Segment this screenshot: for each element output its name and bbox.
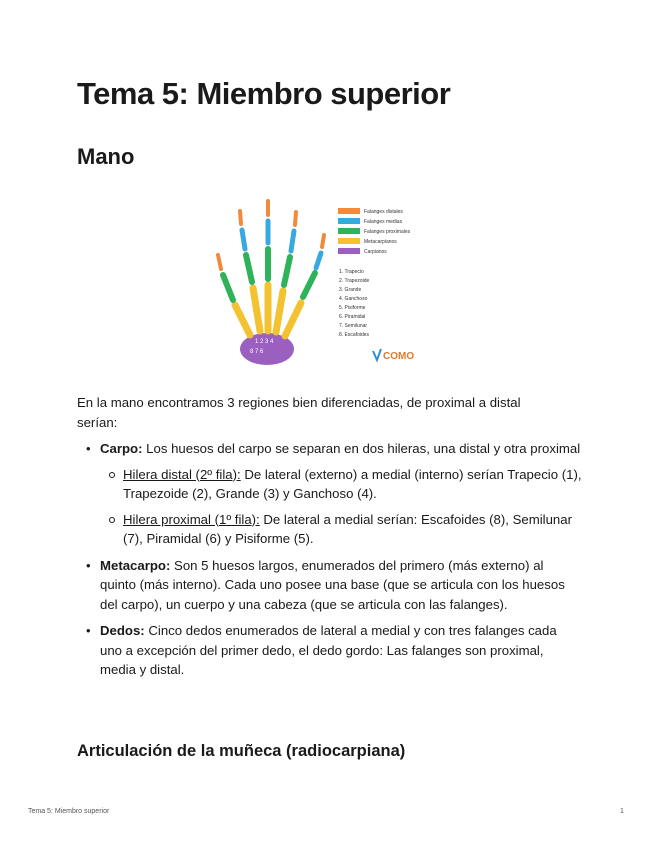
- svg-text:2. Trapezoide: 2. Trapezoide: [339, 278, 370, 284]
- svg-text:Falanges proximales: Falanges proximales: [364, 229, 411, 235]
- hand-bones-diagram: [205, 193, 445, 368]
- circle-bullet-icon: [109, 517, 115, 523]
- svg-text:1. Trapecio: 1. Trapecio: [339, 269, 364, 275]
- svg-text:Carpianos: Carpianos: [364, 249, 387, 255]
- list-item-dedos: • Dedos: Cinco dedos enumerados de lateral a medial y con tres falanges cada uno a excepción del primer dedo, el dedo gordo: Las falanges son proximal, media y distal.: [86, 623, 557, 677]
- svg-text:3. Grande: 3. Grande: [339, 287, 362, 293]
- svg-text:7. Semilunar: 7. Semilunar: [339, 323, 368, 329]
- svg-text:8 7 6: 8 7 6: [250, 349, 264, 355]
- svg-text:Metacarpianos: Metacarpianos: [364, 239, 397, 245]
- sublist-item-distal: Hilera distal (2º fila): De lateral (externo) a medial (interno) serían Trapecio (1), Trapezoide (2), Grande (3) y Ganchoso (4).: [100, 465, 582, 504]
- svg-text:8. Escafoides: 8. Escafoides: [339, 332, 370, 338]
- bullet-icon: •: [86, 441, 91, 456]
- page-number: 1: [620, 808, 624, 815]
- section-heading: Mano: [77, 144, 135, 169]
- intro-paragraph: En la mano encontramos 3 regiones bien diferenciadas, de proximal a distal serían:: [77, 395, 521, 430]
- list-item-metacarpo: • Metacarpo: Son 5 huesos largos, enumerados del primero (más externo) al quinto (más interno). Cada uno posee una base (que se articula con los huesos del carpo), un cuerpo y una cabeza (que se articula con las falanges).: [86, 557, 565, 612]
- regions-list: [77, 439, 582, 687]
- svg-text:4. Ganchoso: 4. Ganchoso: [339, 296, 368, 302]
- svg-text:5. Pisiforme: 5. Pisiforme: [339, 305, 366, 311]
- bullet-icon: •: [86, 623, 91, 638]
- bullet-icon: •: [86, 557, 91, 573]
- middle-phalanges: [242, 221, 321, 268]
- svg-text:6. Piramidal: 6. Piramidal: [339, 314, 366, 320]
- svg-text:Falanges medias: Falanges medias: [364, 219, 403, 225]
- hand-bones-figure: [205, 193, 445, 368]
- como-logo: [373, 349, 414, 362]
- bone-number-list: [339, 269, 370, 338]
- svg-text:Falanges distales: Falanges distales: [364, 209, 403, 215]
- list-item-carpo: • Carpo: Los huesos del carpo se separan en dos hileras, una distal y otra proximal Hilera distal (2º fila): De lateral (externo) a medial (interno) serían Trapecio (1), Trapezoide (2), Grande (3) y Ganchoso (4). Hilera proximal (1º fila): De lateral a medial serían: Escafoides (8), Semilunar (7), Piramidal (6) y Pisiforme (5).: [77, 439, 582, 549]
- page-title: Tema 5: Miembro superior: [77, 76, 451, 111]
- metacarpal-bones: [235, 285, 301, 336]
- subsection-heading: Articulación de la muñeca (radiocarpiana): [77, 742, 406, 760]
- svg-text:1 2 3 4: 1 2 3 4: [255, 339, 274, 345]
- sublist-item-proximal: Hilera proximal (1º fila): De lateral a medial serían: Escafoides (8), Semilunar (7), Piramidal (6) y Pisiforme (5).: [100, 510, 582, 549]
- circle-bullet-icon: [109, 472, 115, 478]
- svg-text:COMO: COMO: [383, 351, 415, 362]
- footer-title: Tema 5: Miembro superior: [28, 808, 110, 815]
